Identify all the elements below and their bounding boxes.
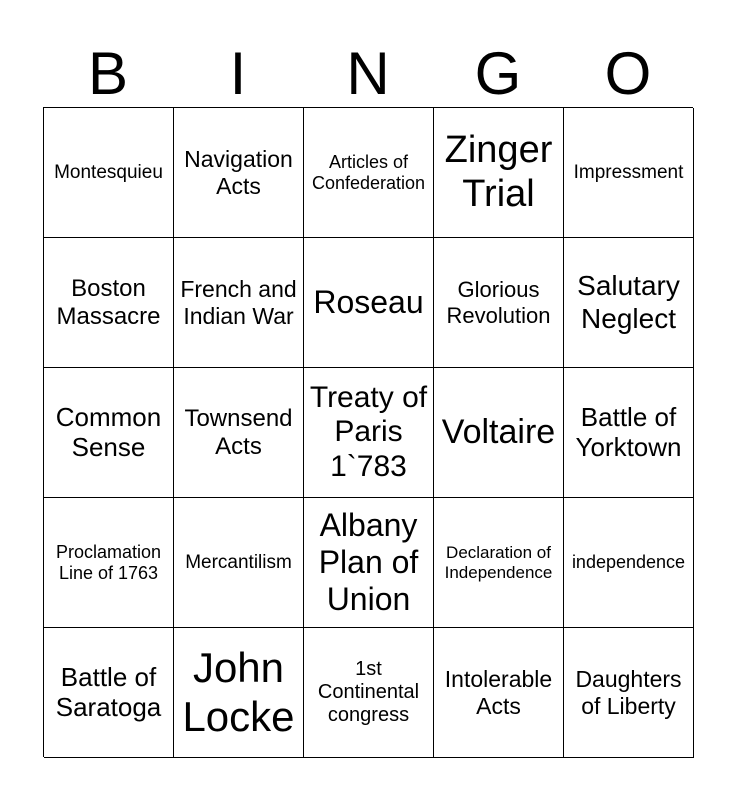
bingo-cell: Zinger Trial (434, 108, 564, 238)
bingo-cell: Daughters of Liberty (564, 628, 694, 758)
bingo-cell: Voltaire (434, 368, 564, 498)
header-letter-i: I (229, 40, 247, 107)
bingo-cell: Mercantilism (174, 498, 304, 628)
bingo-cell: Salutary Neglect (564, 238, 694, 368)
bingo-cell: Glorious Revolution (434, 238, 564, 368)
bingo-cell: Impressment (564, 108, 694, 238)
bingo-card-grid (43, 107, 693, 757)
bingo-cell: Proclamation Line of 1763 (44, 498, 174, 628)
header-letter-o: O (604, 40, 652, 107)
bingo-cell: Battle of Yorktown (564, 368, 694, 498)
bingo-cell: French and Indian War (174, 238, 304, 368)
bingo-cell: Albany Plan of Union (304, 498, 434, 628)
bingo-cell: Roseau (304, 238, 434, 368)
header-letter-b: B (87, 40, 129, 107)
header-letter-g: G (474, 40, 522, 107)
bingo-header (43, 40, 693, 108)
bingo-cell: Navigation Acts (174, 108, 304, 238)
bingo-cell: Townsend Acts (174, 368, 304, 498)
bingo-cell: Declaration of Independence (434, 498, 564, 628)
bingo-cell: Treaty of Paris 1`783 (304, 368, 434, 498)
bingo-cell: Boston Massacre (44, 238, 174, 368)
bingo-cell: independence (564, 498, 694, 628)
bingo-cell: 1st Continental congress (304, 628, 434, 758)
header-letter-n: N (346, 40, 390, 107)
bingo-cell: Intolerable Acts (434, 628, 564, 758)
bingo-cell: Articles of Confederation (304, 108, 434, 238)
bingo-cell: Montesquieu (44, 108, 174, 238)
bingo-cell: Common Sense (44, 368, 174, 498)
bingo-cell: John Locke (174, 628, 304, 758)
bingo-cell: Battle of Saratoga (44, 628, 174, 758)
